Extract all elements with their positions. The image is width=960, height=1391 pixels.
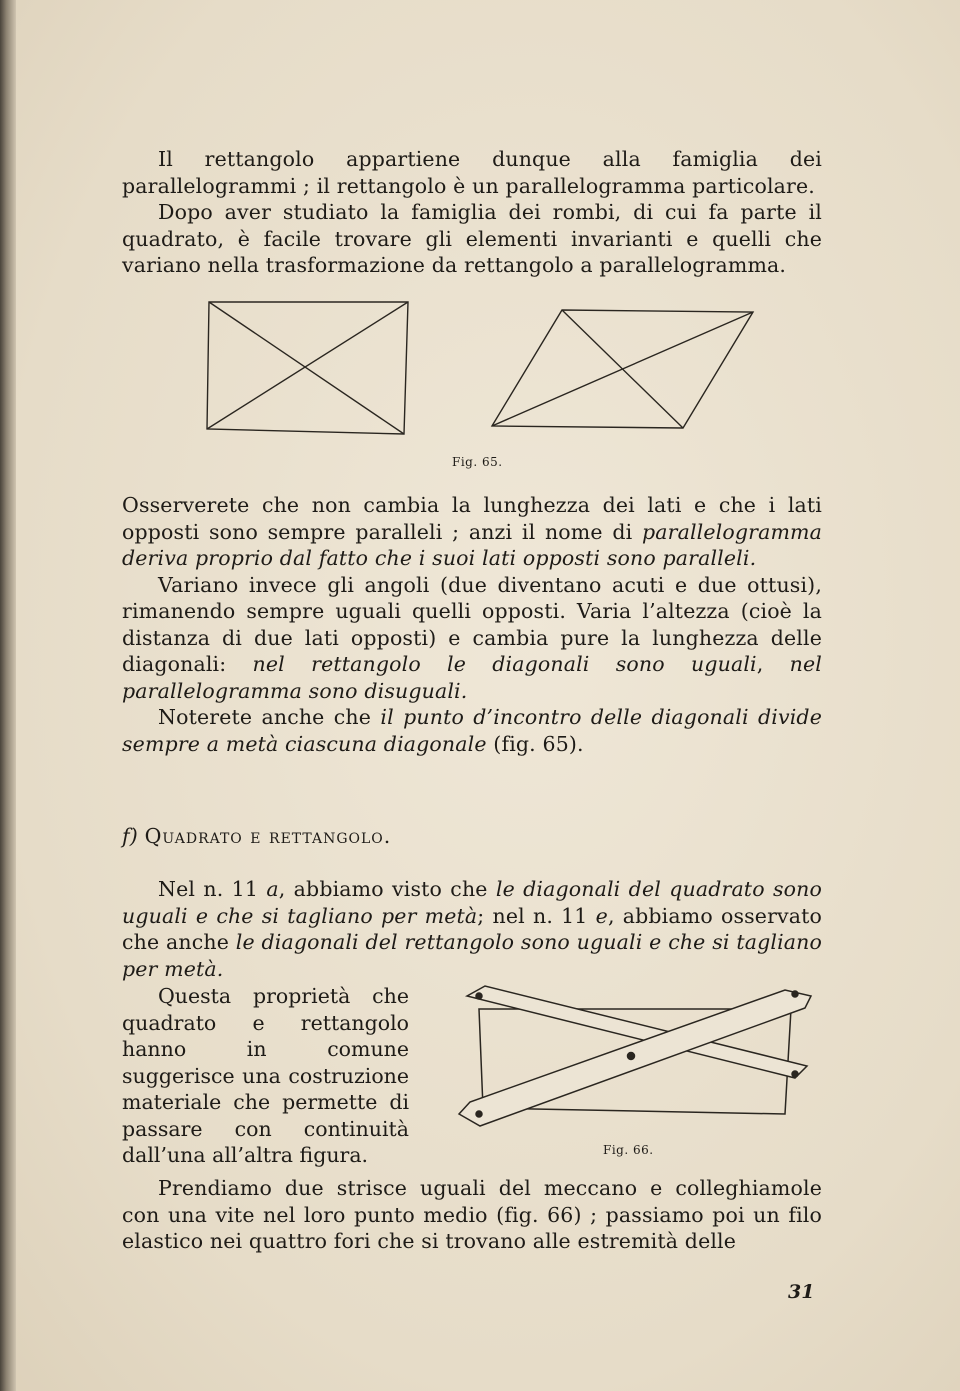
binding-edge	[0, 0, 16, 1391]
paragraph-1: Il rettangolo appartiene dunque alla famiglia dei parallelogrammi ; il rettangolo è un parallelogramma particolare.	[122, 147, 822, 198]
figure-65-caption: Fig. 65.	[452, 455, 503, 469]
section-letter: f)	[122, 824, 138, 848]
paragraph-5: Noterete anche che il punto d’incontro delle diagonali divide sempre a metà ciascuna diagonale (fig. 65).	[122, 705, 822, 756]
paragraph-3: Osserverete che non cambia la lunghezza dei lati e che i lati opposti sono sempre paralleli ; anzi il nome di parallelogramma deriva proprio dal fatto che i suoi lati opposti sono paralleli.	[122, 493, 822, 570]
section-heading	[122, 823, 822, 850]
hole-top-right	[792, 991, 798, 997]
paragraph-2: Dopo aver studiato la famiglia dei rombi, di cui fa parte il quadrato, è facile trovare gli elementi invarianti e quelli che variano nella trasformazione da rettangolo a parallelogramma.	[122, 200, 822, 277]
figure-66-caption: Fig. 66.	[603, 1143, 654, 1157]
hole-bottom-left	[476, 1111, 482, 1117]
hole-bottom-right	[792, 1071, 798, 1077]
parallelogram-diagonal-2	[492, 312, 753, 426]
page-number: 31	[788, 1281, 815, 1303]
rectangle-drawing	[207, 302, 408, 434]
hole-top-left	[476, 993, 482, 999]
center-screw	[628, 1053, 635, 1060]
paragraph-7: Questa proprietà che quadrato e rettangolo hanno in comune suggerisce una costruzione materiale che permette di passare con continuità dall’una all’altra figura.	[122, 984, 409, 1167]
rectangle-diagonal-1	[209, 302, 404, 434]
paragraph-4: Variano invece gli angoli (due diventano acuti e due ottusi), rimanendo sempre uguali quelli opposti. Varia l’altezza (cioè la distanza di due lati opposti) e cambia pure la lunghezza delle diagonali: nel rettangolo le diagonali sono uguali, nel parallelogramma sono disuguali.	[122, 572, 822, 703]
paragraph-8: Prendiamo due strisce uguali del meccano e colleghiamole con una vite nel loro punto medio (fig. 66) ; passiamo poi un filo elastico nei quattro fori che si trovano alle estremità delle	[122, 1176, 822, 1253]
figure-66	[455, 980, 820, 1146]
section-title: Quadrato e rettangolo.	[144, 824, 392, 848]
main-text	[122, 492, 822, 757]
figure-65	[205, 298, 765, 440]
intro-text	[122, 146, 822, 279]
parallelogram-drawing	[492, 310, 753, 428]
paragraph-6: Nel n. 11 a, abbiamo visto che le diagonali del quadrato sono uguali e che si tagliano per metà; nel n. 11 e, abbiamo osservato che anche le diagonali del rettangolo sono uguali e che si tagliano per metà.	[122, 877, 822, 981]
meccano-apparatus	[459, 986, 811, 1126]
